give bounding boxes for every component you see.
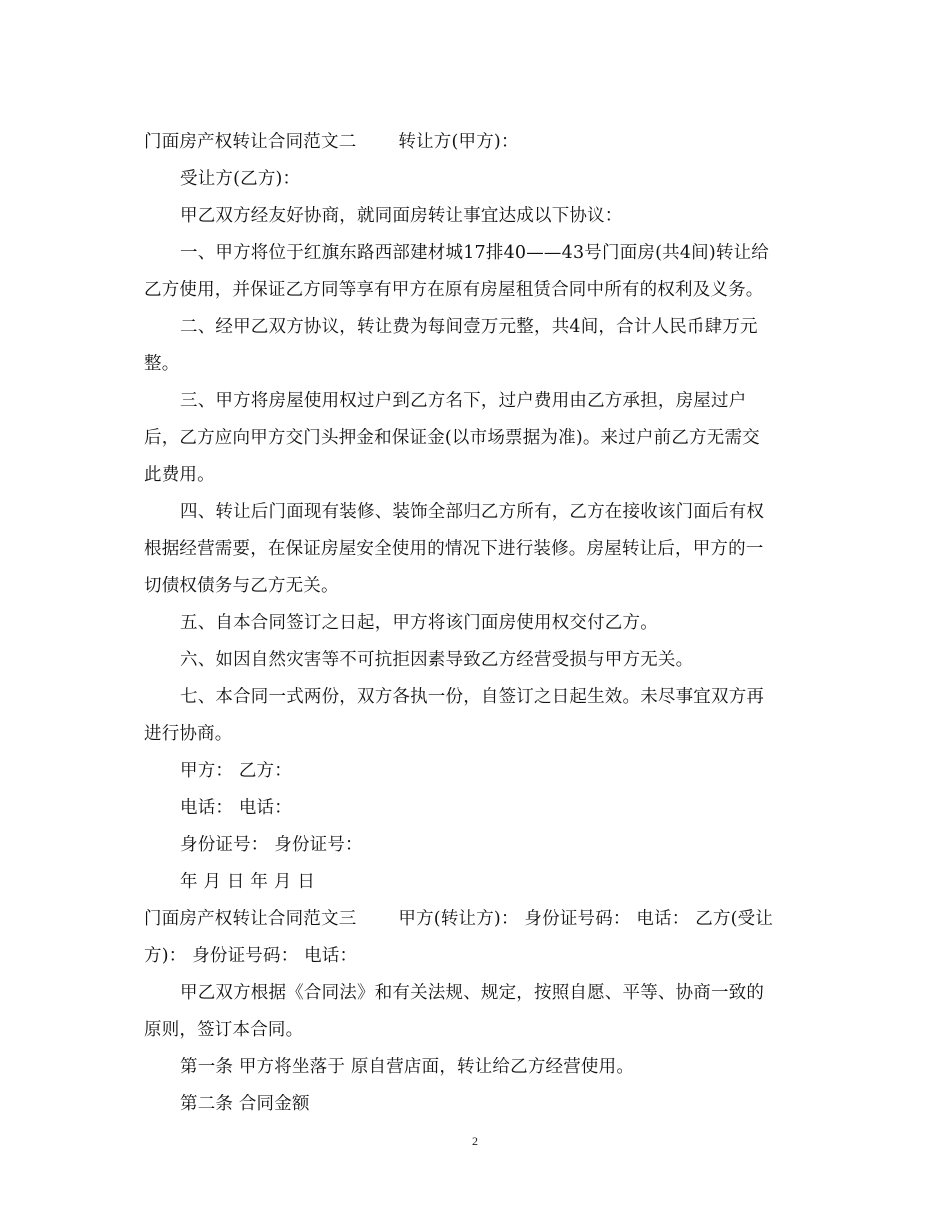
paragraph-line: 第二条 合同金额	[180, 1094, 310, 1114]
paragraph-line: 原则，签订本合同。	[144, 1020, 304, 1040]
paragraph-line: 受让方(乙方)：	[180, 169, 301, 189]
paragraph-line: 整。	[144, 354, 180, 374]
paragraph-line: 进行协商。	[144, 724, 233, 744]
paragraph-line: 后，乙方应向甲方交门头押金和保证金(以市场票据为准)。来过户前乙方无需交	[144, 428, 760, 448]
section-heading-line	[144, 901, 808, 938]
paragraph-line: 第一条 甲方将坐落于 原自营店面，转让给乙方经营使用。	[180, 1057, 635, 1077]
paragraph-line: 乙方使用，并保证乙方同等享有甲方在原有房屋租赁合同中所有的权利及义务。	[144, 280, 764, 300]
paragraph-line: 二、经甲乙双方协议，转让费为每间壹万元整，共4间，合计人民币肆万元	[180, 317, 758, 337]
paragraph-line: 甲乙双方根据《合同法》和有关法规、规定，按照自愿、平等、协商一致的	[180, 983, 765, 1003]
page-number: 2	[472, 1134, 478, 1148]
paragraph-line: 一、甲方将位于红旗东路西部建材城17排40——43号门面房(共4间)转让给	[180, 243, 769, 263]
section-heading: 门面房产权转让合同范文三	[144, 909, 357, 929]
paragraph-line: 甲乙双方经友好协商，就同面房转让事宜达成以下协议：	[180, 206, 623, 226]
paragraph-line: 七、本合同一式两份，双方各执一份，自签订之日起生效。未尽事宜双方再	[180, 687, 765, 707]
paragraph-line: 四、转让后门面现有装修、装饰全部归乙方所有，乙方在接收该门面后有权	[180, 502, 765, 522]
signature-line-date: 年 月 日 年 月 日	[180, 872, 316, 892]
paragraph-line: 方)： 身份证号码： 电话：	[144, 946, 358, 966]
document-body	[144, 124, 808, 1123]
heading-party-label: 甲方(转让方)： 身份证号码： 电话： 乙方(受让	[398, 909, 774, 929]
paragraph-line: 此费用。	[144, 465, 215, 485]
paragraph-line: 根据经营需要，在保证房屋安全使用的情况下进行装修。房屋转让后，甲方的一	[144, 539, 764, 559]
paragraph-line: 六、如因自然灾害等不可抗拒因素导致乙方经营受损与甲方无关。	[180, 650, 694, 670]
signature-line-party: 甲方： 乙方：	[180, 761, 292, 781]
section-heading-line	[144, 124, 808, 161]
paragraph-line: 三、甲方将房屋使用权过户到乙方名下，过户费用由乙方承担，房屋过户	[180, 391, 747, 411]
paragraph-line: 切债权债务与乙方无关。	[144, 576, 339, 596]
signature-line-id: 身份证号： 身份证号：	[180, 835, 363, 855]
paragraph-line: 五、自本合同签订之日起，甲方将该门面房使用权交付乙方。	[180, 613, 658, 633]
section-heading: 门面房产权转让合同范文二	[144, 132, 357, 152]
signature-line-phone: 电话： 电话：	[180, 798, 292, 818]
heading-party-label: 转让方(甲方)：	[398, 132, 519, 152]
